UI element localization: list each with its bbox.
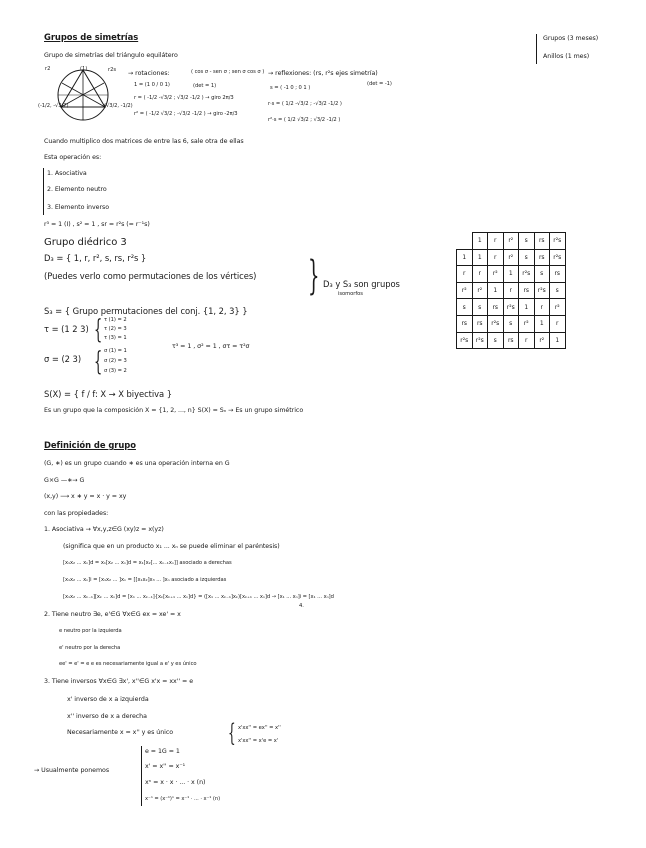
usually-label: → Usualmente ponemos (34, 767, 110, 774)
cayley-cell: r²s (503, 299, 519, 316)
cayley-head: r (488, 233, 504, 250)
sigma-2: σ (2) = 3 (104, 358, 127, 364)
d3-set: D₃ = { 1, r, r², s, rs, r²s } (44, 253, 147, 263)
prop-neutral: 2. Elemento neutro (47, 186, 107, 193)
cayley-cell: s (472, 299, 488, 316)
rot-matrix: ( cos σ - sen σ ; sen σ cos σ ) (191, 69, 265, 75)
cayley-cell: rs (472, 315, 488, 332)
inverse-2: x' inverso de x a izquierda (67, 696, 149, 703)
cayley-cell: r² (472, 282, 488, 299)
refl-r2s: r²·s = ( 1/2 √3/2 ; √3/2 -1/2 ) (268, 117, 341, 123)
cayley-cell: r² (503, 249, 519, 266)
cayley-cell: r²s (550, 249, 566, 266)
iso-brace: } (308, 253, 320, 299)
tau-3: τ (3) = 1 (104, 335, 127, 341)
perm-note: (Puedes verlo como permutaciones de los vértices) (44, 271, 257, 281)
tri-label-left: (-1/2, -√3/2) (38, 103, 69, 109)
cayley-cell: 1 (503, 266, 519, 283)
cayley-cell: rs (550, 266, 566, 283)
prop-associative: 1. Asociativa (47, 170, 87, 177)
tau-brace: { (94, 315, 103, 345)
relations: r³ = 1 (I) , s² = 1 , sr = r²s (= r⁻¹s) (44, 221, 150, 228)
rot-r2: r² = ( -1/2 √3/2 ; -√3/2 -1/2 ) → giro -2π/3 (134, 111, 238, 117)
cayley-cell: 1 (488, 282, 504, 299)
cayley-row (457, 266, 566, 283)
neutral-4: ee' = e' = e e es necesariamente igual a e' y es único (59, 661, 197, 667)
cayley-cell: 1 (534, 315, 550, 332)
cayley-cell: 1 (550, 332, 566, 349)
assoc-5: [x₁x₂ ... xₖ₋₁][xₖ ... xₙ]d = [x₁ ... xₖ₋₁]{xₖ[xₖ₊₁ ... xₙ]d} = ([x₁ ... xₖ₋₁]xₖ)[xₖ₊₁ ... xₙ]d → [x₁ ... xₙ]i = [x₁ ... xₙ]d (63, 594, 334, 600)
tau-def: τ = (1 2 3) (44, 324, 89, 334)
isomorphic-2: isomorfos (338, 291, 363, 297)
symmetric-group: Es un grupo que la composición X = {1, 2, ..., n} S(X) = Sₙ → Es un grupo simétrico (44, 407, 304, 414)
inverse-5: x'xx'' = ex'' = x'' (238, 725, 281, 731)
tri-label-r2: r2 (45, 66, 51, 72)
sigma-def: σ = (2 3) (44, 354, 82, 364)
subtitle: Grupo de simetrías del triángulo equilátero (44, 52, 178, 59)
isomorphic-1: D₃ y S₃ son grupos (323, 279, 400, 289)
cayley-cell: s (488, 332, 504, 349)
multiplication-note: Cuando multiplico dos matrices de entre las 6, sale otra de ellas (44, 138, 244, 145)
cayley-row (457, 332, 566, 349)
cayley-cell: 1 (457, 249, 473, 266)
rot-r: r = ( -1/2 -√3/2 ; √3/2 -1/2 ) → giro 2π/3 (134, 95, 234, 101)
inverse-1: 3. Tiene inversos ∀x∈G ∃x', x''∈G x'x = xx'' = e (44, 678, 194, 685)
cayley-cell: r (488, 249, 504, 266)
cayley-cell: 1 (519, 299, 535, 316)
cayley-cell: s (550, 282, 566, 299)
tau-relations: τ³ = 1 , σ² = 1 , στ = τ²σ (172, 343, 250, 350)
definition-title: Definición de grupo (44, 440, 136, 450)
operation-is: Esta operación es: (44, 154, 102, 161)
assoc-2: (significa que en un producto x₁ ... xₙ se puede eliminar el paréntesis) (63, 543, 280, 550)
inverse-3: x'' inverso de x a derecha (67, 713, 147, 720)
cayley-cell: r² (534, 332, 550, 349)
assoc-3: [x₁x₂ ... xₙ]d = x₁[x₂ ... xₙ]d = x₁[x₂[... xₙ₋₁xₙ]] asociado a derechas (63, 560, 232, 566)
cayley-row (457, 315, 566, 332)
usually-2: x' = x'' = x⁻¹ (145, 763, 186, 770)
cayley-cell: s (503, 315, 519, 332)
usually-3: xⁿ = x · x · ... · x (n) (145, 779, 206, 786)
assoc-5-note: 4. (299, 603, 304, 609)
refl-label: → reflexiones: (rs, r²s ejes simetría) (268, 70, 378, 77)
cayley-cell: rs (534, 249, 550, 266)
cayley-head: s (519, 233, 535, 250)
cayley-cell: r (503, 282, 519, 299)
def-line-2: G×G —∗→ G (44, 477, 85, 484)
def-line-1: (G, ∗) es un grupo cuando ∗ es una operación interna en G (44, 460, 230, 467)
cayley-cell: rs (519, 282, 535, 299)
cayley-cell: r (457, 266, 473, 283)
cayley-corner (457, 233, 473, 250)
rot-label: → rotaciones: (128, 70, 170, 77)
cayley-cell: r² (488, 266, 504, 283)
s3-def: S₃ = { Grupo permutaciones del conj. {1, 2, 3} } (44, 306, 248, 316)
dihedral-title: Grupo diédrico 3 (44, 237, 127, 248)
cayley-row (457, 299, 566, 316)
tri-label-r2s: r2s (108, 67, 116, 73)
side-groups: Grupos (3 meses) (543, 35, 599, 42)
refl-rs: r·s = ( 1/2 -√3/2 ; -√3/2 -1/2 ) (268, 101, 342, 107)
sigma-3: σ (3) = 2 (104, 368, 127, 374)
cayley-cell: s (534, 266, 550, 283)
assoc-1: 1. Asociativa → ∀x,y,z∈G (xy)z = x(yz) (44, 526, 164, 533)
cayley-cell: s (457, 299, 473, 316)
cayley-head: r² (503, 233, 519, 250)
cayley-cell: r (472, 266, 488, 283)
tri-label-1: (1) (80, 66, 88, 72)
props-brace (43, 168, 44, 215)
side-bar (536, 34, 537, 64)
cayley-cell: r²s (457, 332, 473, 349)
cayley-head: r²s (550, 233, 566, 250)
cayley-head: 1 (472, 233, 488, 250)
refl-s: s = ( -1 0 ; 0 1 ) (270, 85, 311, 91)
cayley-cell: rs (488, 299, 504, 316)
cayley-cell: r (550, 315, 566, 332)
assoc-4: [x₁x₂ ... xₙ]i = [x₁x₂ ... ]xₙ = [[x₁x₂]x₃ ... ]xₙ asociado a izquierdas (63, 577, 227, 583)
cayley-cell: r (534, 299, 550, 316)
def-line-3: (x,y) ⟶ x ∗ y = x · y = xy (44, 493, 127, 500)
inverse-6: x'xx'' = x'e = x' (238, 738, 279, 744)
cayley-cell: 1 (472, 249, 488, 266)
rot-det: (det = 1) (193, 83, 217, 89)
usually-4: x⁻ⁿ = (x⁻¹)ⁿ = x⁻¹ · ... · x⁻¹ (n) (145, 796, 221, 802)
neutral-3: e' neutro por la derecha (59, 645, 121, 651)
cayley-table (456, 232, 566, 349)
inverse-brace: { (228, 719, 236, 747)
cayley-cell: r²s (488, 315, 504, 332)
cayley-head: rs (534, 233, 550, 250)
side-rings: Anillos (1 mes) (543, 53, 590, 60)
inverse-4: Necesariamente x = x'' y es único (67, 729, 174, 736)
tau-2: τ (2) = 3 (104, 326, 127, 332)
cayley-cell: r²s (519, 266, 535, 283)
cayley-header-row (457, 233, 566, 250)
cayley-row (457, 282, 566, 299)
cayley-cell: r² (519, 315, 535, 332)
page-title: Grupos de simetrías (44, 32, 139, 42)
neutral-1: 2. Tiene neutro ∃e, e'∈G ∀x∈G ex = xe' = x (44, 611, 181, 618)
sx-def: S(X) = { f / f: X → X biyectiva } (44, 389, 173, 399)
neutral-2: e neutro por la izquierda (59, 628, 122, 634)
prop-inverse: 3. Elemento inverso (47, 204, 110, 211)
cayley-cell: rs (457, 315, 473, 332)
usually-1: e = 1G = 1 (145, 748, 180, 755)
tau-1: τ (1) = 2 (104, 317, 127, 323)
cayley-cell: s (519, 249, 535, 266)
cayley-cell: r (519, 332, 535, 349)
cayley-cell: r²s (534, 282, 550, 299)
sigma-brace: { (94, 347, 103, 377)
rot-identity: 1 = (1 0 / 0 1) (134, 82, 170, 88)
sigma-1: σ (1) = 1 (104, 348, 127, 354)
tri-label-right: (√3/2, -1/2) (104, 103, 133, 109)
def-line-4: con las propiedades: (44, 510, 109, 517)
usually-brace (141, 746, 142, 806)
cayley-cell: r² (457, 282, 473, 299)
cayley-cell: r²s (472, 332, 488, 349)
cayley-cell: rs (503, 332, 519, 349)
cayley-cell: r² (550, 299, 566, 316)
refl-det: (det = -1) (367, 81, 392, 87)
cayley-row (457, 249, 566, 266)
